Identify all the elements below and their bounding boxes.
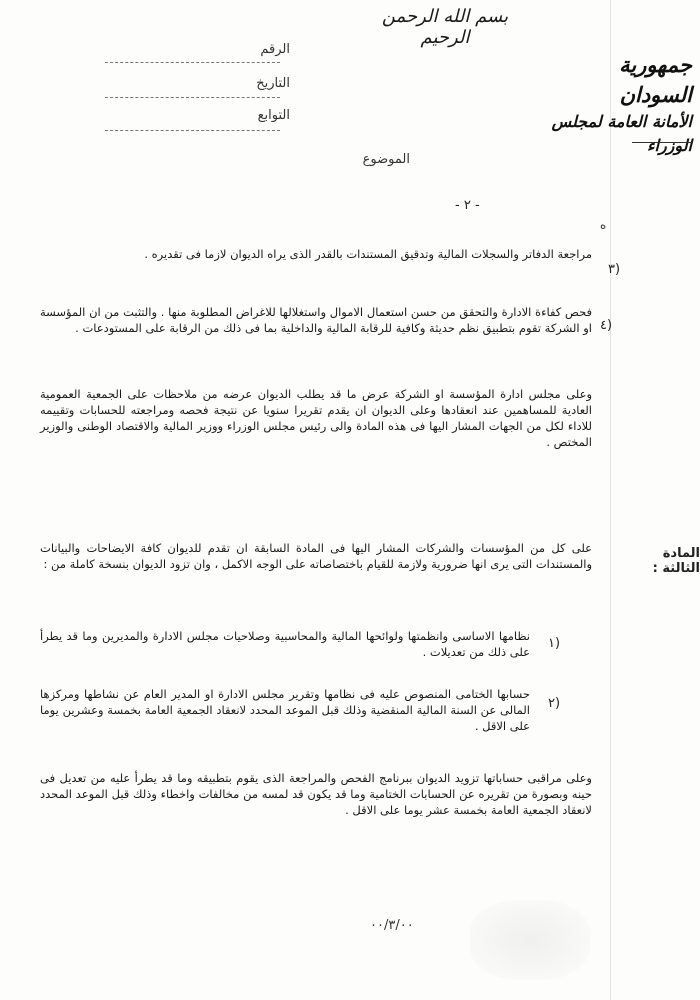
org-department: الأمانة العامة لمجلس الوزراء: [551, 112, 692, 155]
item-4-text: فحص كفاءة الادارة والتحقق من حسن استعمال الاموال واستغلالها للاغراض المطلوبة منها . والتثبت من ان المؤسسة او الشركة تقوم بتطبيق نظم حديثة وكافية للرقابة المالية والداخلية بما فى ذلك من الرقابة على المستودعات .: [40, 305, 592, 335]
faint-stamp: [470, 900, 590, 980]
margin-mark: ه: [600, 218, 607, 232]
subitem-2-number: ٢): [548, 696, 561, 711]
item-4-number: ٤): [600, 318, 613, 333]
item-3-text: مراجعة الدفاتر والسجلات المالية وتدقيق المستندات بالقدر الذى يراه الديوان لازما فى تقديره .: [144, 247, 592, 261]
page-number: - ٢ -: [455, 198, 480, 213]
subject-label: الموضوع: [362, 152, 410, 167]
basmala: بسم الله الرحمن الرحيم: [381, 6, 509, 48]
date-line: [105, 97, 280, 98]
letterhead-rule: [632, 142, 692, 143]
article-3-heading: المادة الثالثة :: [652, 546, 700, 576]
subitem-2-text: حسابها الختامى المنصوص عليه فى نظامها وتقرير مجلس الادارة او المدير العام عن نشاطها ومركزها المالى عن السنة المالية المنقضية وذلك قبل الموعد المحدد لانعقاد الجمعية العامة بخمسة وعشرين يوما على الاقل .: [40, 687, 530, 733]
item-3-number: ٣): [608, 262, 621, 277]
subitem-1-number: ١): [548, 636, 561, 651]
paragraph-auditors: وعلى مراقبى حساباتها تزويد الديوان ببرنامج الفحص والمراجعة الذى يقوم بتطبيقه وما قد يطرأ عليه من تعديل فى حينه وبصورة من تقريره عن الحسابات الختامية وما قد يكون قد لمسه من مخالفات واخطاء وذلك قبل الموعد المحدد لانعقاد الجمعية العامة بخمسة عشر يوما على الاقل .: [40, 771, 592, 817]
footer-code: ٠٠/٣/٠٠: [370, 918, 414, 933]
attachments-line: [105, 130, 280, 131]
number-line: [105, 62, 280, 63]
org-name: جمهورية السودان: [619, 52, 692, 107]
date-label: التاريخ: [256, 76, 290, 91]
number-label: الرقم: [260, 42, 290, 57]
letterhead-organization: [542, 50, 692, 158]
paragraph-review-report: وعلى مجلس ادارة المؤسسة او الشركة عرض ما قد يطلب الديوان عرضه من ملاحظات على الجمعية العمومية العادية للمساهمين عند انعقادها وعلى الديوان ان يقدم تقريرا سنويا عن نتيجة فحصه ومراجعته للحسابات وتقييمه للاداء لكل من الجهات المشار اليها فى هذه المادة والى رئيس مجلس الوزراء ووزير المالية والاقتصاد الوطنى والوزير المختص .: [40, 387, 592, 449]
paragraph-article-3: على كل من المؤسسات والشركات المشار اليها فى المادة السابقة ان تقدم للديوان كافة الايضاحات والبيانات والمستندات التى يرى انها ضرورية ولازمة للقيام باختصاصاته على الوجه الاكمل ، وان تزود الديوان بنسخة كاملة من :: [40, 541, 592, 571]
subitem-1-text: نظامها الاساسى وانظمتها ولوائحها المالية والمحاسبية وصلاحيات مجلس الادارة والمديرين وما قد يطرأ على ذلك من تعديلات .: [40, 629, 530, 659]
attachments-label: التوابع: [257, 108, 290, 123]
